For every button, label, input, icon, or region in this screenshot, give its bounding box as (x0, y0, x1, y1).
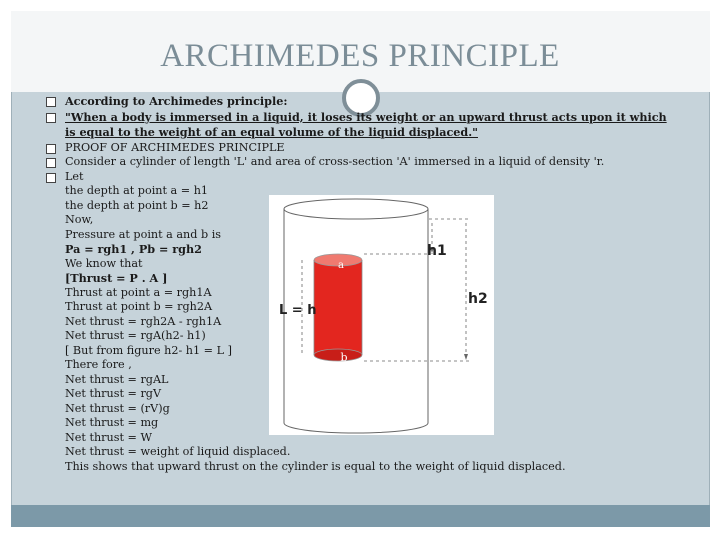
immersed-cylinder-body (314, 260, 362, 355)
bullet-text: Consider a cylinder of length 'L' and area of cross-section 'A' immersed in a liquid of density 'r. (65, 155, 605, 168)
derivation-line: the depth at point b = h2 (65, 198, 209, 212)
label-h2: h2 (468, 291, 488, 307)
bullet-box-icon (46, 113, 56, 123)
derivation-line: Net thrust = mg (65, 416, 159, 429)
bullet-text: "When a body is immersed in a liquid, it loses its weight or an upward thrust acts upon it which is equal to the weight of an equal volume of the liquid displaced." (65, 109, 667, 139)
derivation-line: Net thrust = W (65, 430, 152, 444)
bullet-text: Let (65, 169, 84, 183)
container-top-ellipse (284, 199, 428, 219)
bullet-box-icon (46, 173, 56, 183)
derivation-line: Now, (65, 213, 94, 226)
label-L: L = h (279, 303, 317, 318)
derivation-line: [Thrust = P . A ] (65, 271, 168, 285)
derivation-line: Pressure at point a and b is (65, 227, 222, 241)
derivation-line: Net thrust = rgAL (65, 372, 169, 386)
cylinder-diagram (269, 195, 494, 435)
slide-title: ARCHIMEDES PRINCIPLE (160, 38, 560, 74)
h2-arrow-head (464, 354, 468, 360)
label-h1: h1 (427, 243, 447, 259)
derivation-line: This shows that upward thrust on the cylinder is equal to the weight of liquid displaced. (65, 459, 566, 473)
bullet-box-icon (46, 144, 56, 154)
derivation-line: [ But from figure h2- h1 = L ] (65, 343, 232, 357)
derivation-line: Net thrust = rgV (65, 387, 162, 400)
bullet-box-icon (46, 158, 56, 168)
derivation-line: Net thrust = weight of liquid displaced. (65, 445, 291, 458)
derivation-line: Thrust at point a = rgh1A (65, 285, 212, 299)
cylinder-bottom-face (314, 349, 362, 361)
derivation-line: the depth at point a = h1 (65, 184, 209, 197)
bullet-text: PROOF OF ARCHIMEDES PRINCIPLE (65, 140, 285, 154)
label-a: a (338, 260, 344, 271)
bullet-item (46, 94, 676, 110)
bullet-item (46, 110, 676, 141)
bullet-item (46, 170, 676, 185)
bullet-item (46, 155, 676, 170)
bullet-item (46, 141, 676, 156)
derivation-line: Pa = rgh1 , Pb = rgh2 (65, 242, 202, 256)
bullet-text: According to Archimedes principle: (65, 94, 288, 108)
footer-band (11, 505, 710, 527)
label-b: b (340, 351, 348, 364)
derivation-line: Net thrust = (rV)g (65, 401, 170, 415)
cylinder-figure (269, 195, 494, 435)
container-bottom-ellipse (284, 423, 428, 433)
bullet-box-icon (46, 97, 56, 107)
derivation-line: Thrust at point b = rgh2A (65, 300, 213, 313)
derivation-line: Net thrust = rgh2A - rgh1A (65, 314, 222, 328)
derivation-line: We know that (65, 256, 143, 270)
derivation-line: There fore , (65, 358, 132, 371)
derivation-line: Net thrust = rgA(h2- h1) (65, 329, 206, 342)
